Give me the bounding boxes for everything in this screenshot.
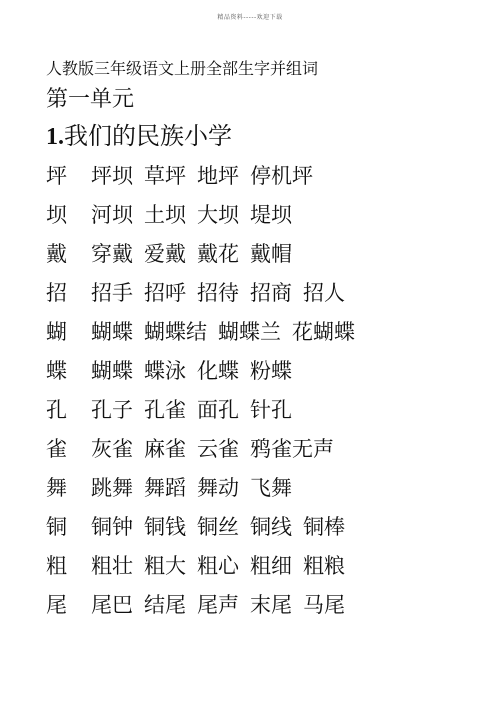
word: 化蝶 xyxy=(197,358,239,383)
word: 蝶泳 xyxy=(144,358,186,383)
character-word-list xyxy=(46,155,476,623)
character: 雀 xyxy=(46,436,67,461)
word: 铜钟 xyxy=(91,514,133,539)
word: 招商 xyxy=(250,280,292,305)
word: 招人 xyxy=(303,280,345,305)
word: 爱戴 xyxy=(144,241,186,266)
word: 鸦雀无声 xyxy=(250,436,334,461)
lesson-number: 1. xyxy=(46,124,64,150)
character-row xyxy=(46,428,476,467)
word: 灰雀 xyxy=(91,436,133,461)
word: 蝴蝶结 xyxy=(144,319,207,344)
word: 针孔 xyxy=(250,397,292,422)
word: 粗心 xyxy=(197,553,239,578)
word: 尾声 xyxy=(197,592,239,617)
character-row xyxy=(46,311,476,350)
word: 招待 xyxy=(197,280,239,305)
word: 粗壮 xyxy=(91,553,133,578)
word: 云雀 xyxy=(197,436,239,461)
word: 河坝 xyxy=(91,202,133,227)
word: 粉蝶 xyxy=(250,358,292,383)
word: 草坪 xyxy=(144,163,186,188)
word: 坪坝 xyxy=(91,163,133,188)
word: 大坝 xyxy=(197,202,239,227)
character-row xyxy=(46,506,476,545)
word: 跳舞 xyxy=(91,475,133,500)
character-row xyxy=(46,545,476,584)
word: 地坪 xyxy=(197,163,239,188)
word: 花蝴蝶 xyxy=(292,319,355,344)
word: 结尾 xyxy=(144,592,186,617)
character-row xyxy=(46,389,476,428)
character-row xyxy=(46,350,476,389)
word: 飞舞 xyxy=(250,475,292,500)
character: 坪 xyxy=(46,163,67,188)
character-row xyxy=(46,467,476,506)
character-row xyxy=(46,194,476,233)
word: 孔雀 xyxy=(144,397,186,422)
word: 舞动 xyxy=(197,475,239,500)
character: 孔 xyxy=(46,397,67,422)
word: 蝴蝶 xyxy=(91,358,133,383)
word: 戴花 xyxy=(197,241,239,266)
word: 舞蹈 xyxy=(144,475,186,500)
character: 蝶 xyxy=(46,358,67,383)
character: 铜 xyxy=(46,514,67,539)
word: 粗大 xyxy=(144,553,186,578)
word: 招呼 xyxy=(144,280,186,305)
word: 铜棒 xyxy=(303,514,345,539)
word: 面孔 xyxy=(197,397,239,422)
word: 穿戴 xyxy=(91,241,133,266)
word: 土坝 xyxy=(144,202,186,227)
word: 堤坝 xyxy=(250,202,292,227)
character: 招 xyxy=(46,280,67,305)
word: 蝴蝶兰 xyxy=(218,319,281,344)
document-title: 人教版三年级语文上册全部生字并组词 xyxy=(46,59,319,78)
word: 招手 xyxy=(91,280,133,305)
word: 末尾 xyxy=(250,592,292,617)
word: 尾巴 xyxy=(91,592,133,617)
word: 蝴蝶 xyxy=(91,319,133,344)
word: 铜线 xyxy=(250,514,292,539)
word: 铜丝 xyxy=(197,514,239,539)
word: 粗粮 xyxy=(303,553,345,578)
character: 尾 xyxy=(46,592,67,617)
word: 马尾 xyxy=(303,592,345,617)
lesson-title: 我们的民族小学 xyxy=(64,122,232,150)
character: 粗 xyxy=(46,553,67,578)
character-row xyxy=(46,155,476,194)
character-row xyxy=(46,584,476,623)
word: 戴帽 xyxy=(250,241,292,266)
character-row xyxy=(46,233,476,272)
word: 停机坪 xyxy=(250,163,313,188)
page-header: 精品资料-----欢迎下载 xyxy=(217,14,283,21)
lesson-heading xyxy=(46,120,232,153)
character: 舞 xyxy=(46,475,67,500)
word: 麻雀 xyxy=(144,436,186,461)
character-row xyxy=(46,272,476,311)
unit-heading: 第一单元 xyxy=(46,87,135,112)
character: 坝 xyxy=(46,202,67,227)
word: 粗细 xyxy=(250,553,292,578)
word: 铜钱 xyxy=(144,514,186,539)
word: 孔子 xyxy=(91,397,133,422)
character: 蝴 xyxy=(46,319,67,344)
character: 戴 xyxy=(46,241,67,266)
